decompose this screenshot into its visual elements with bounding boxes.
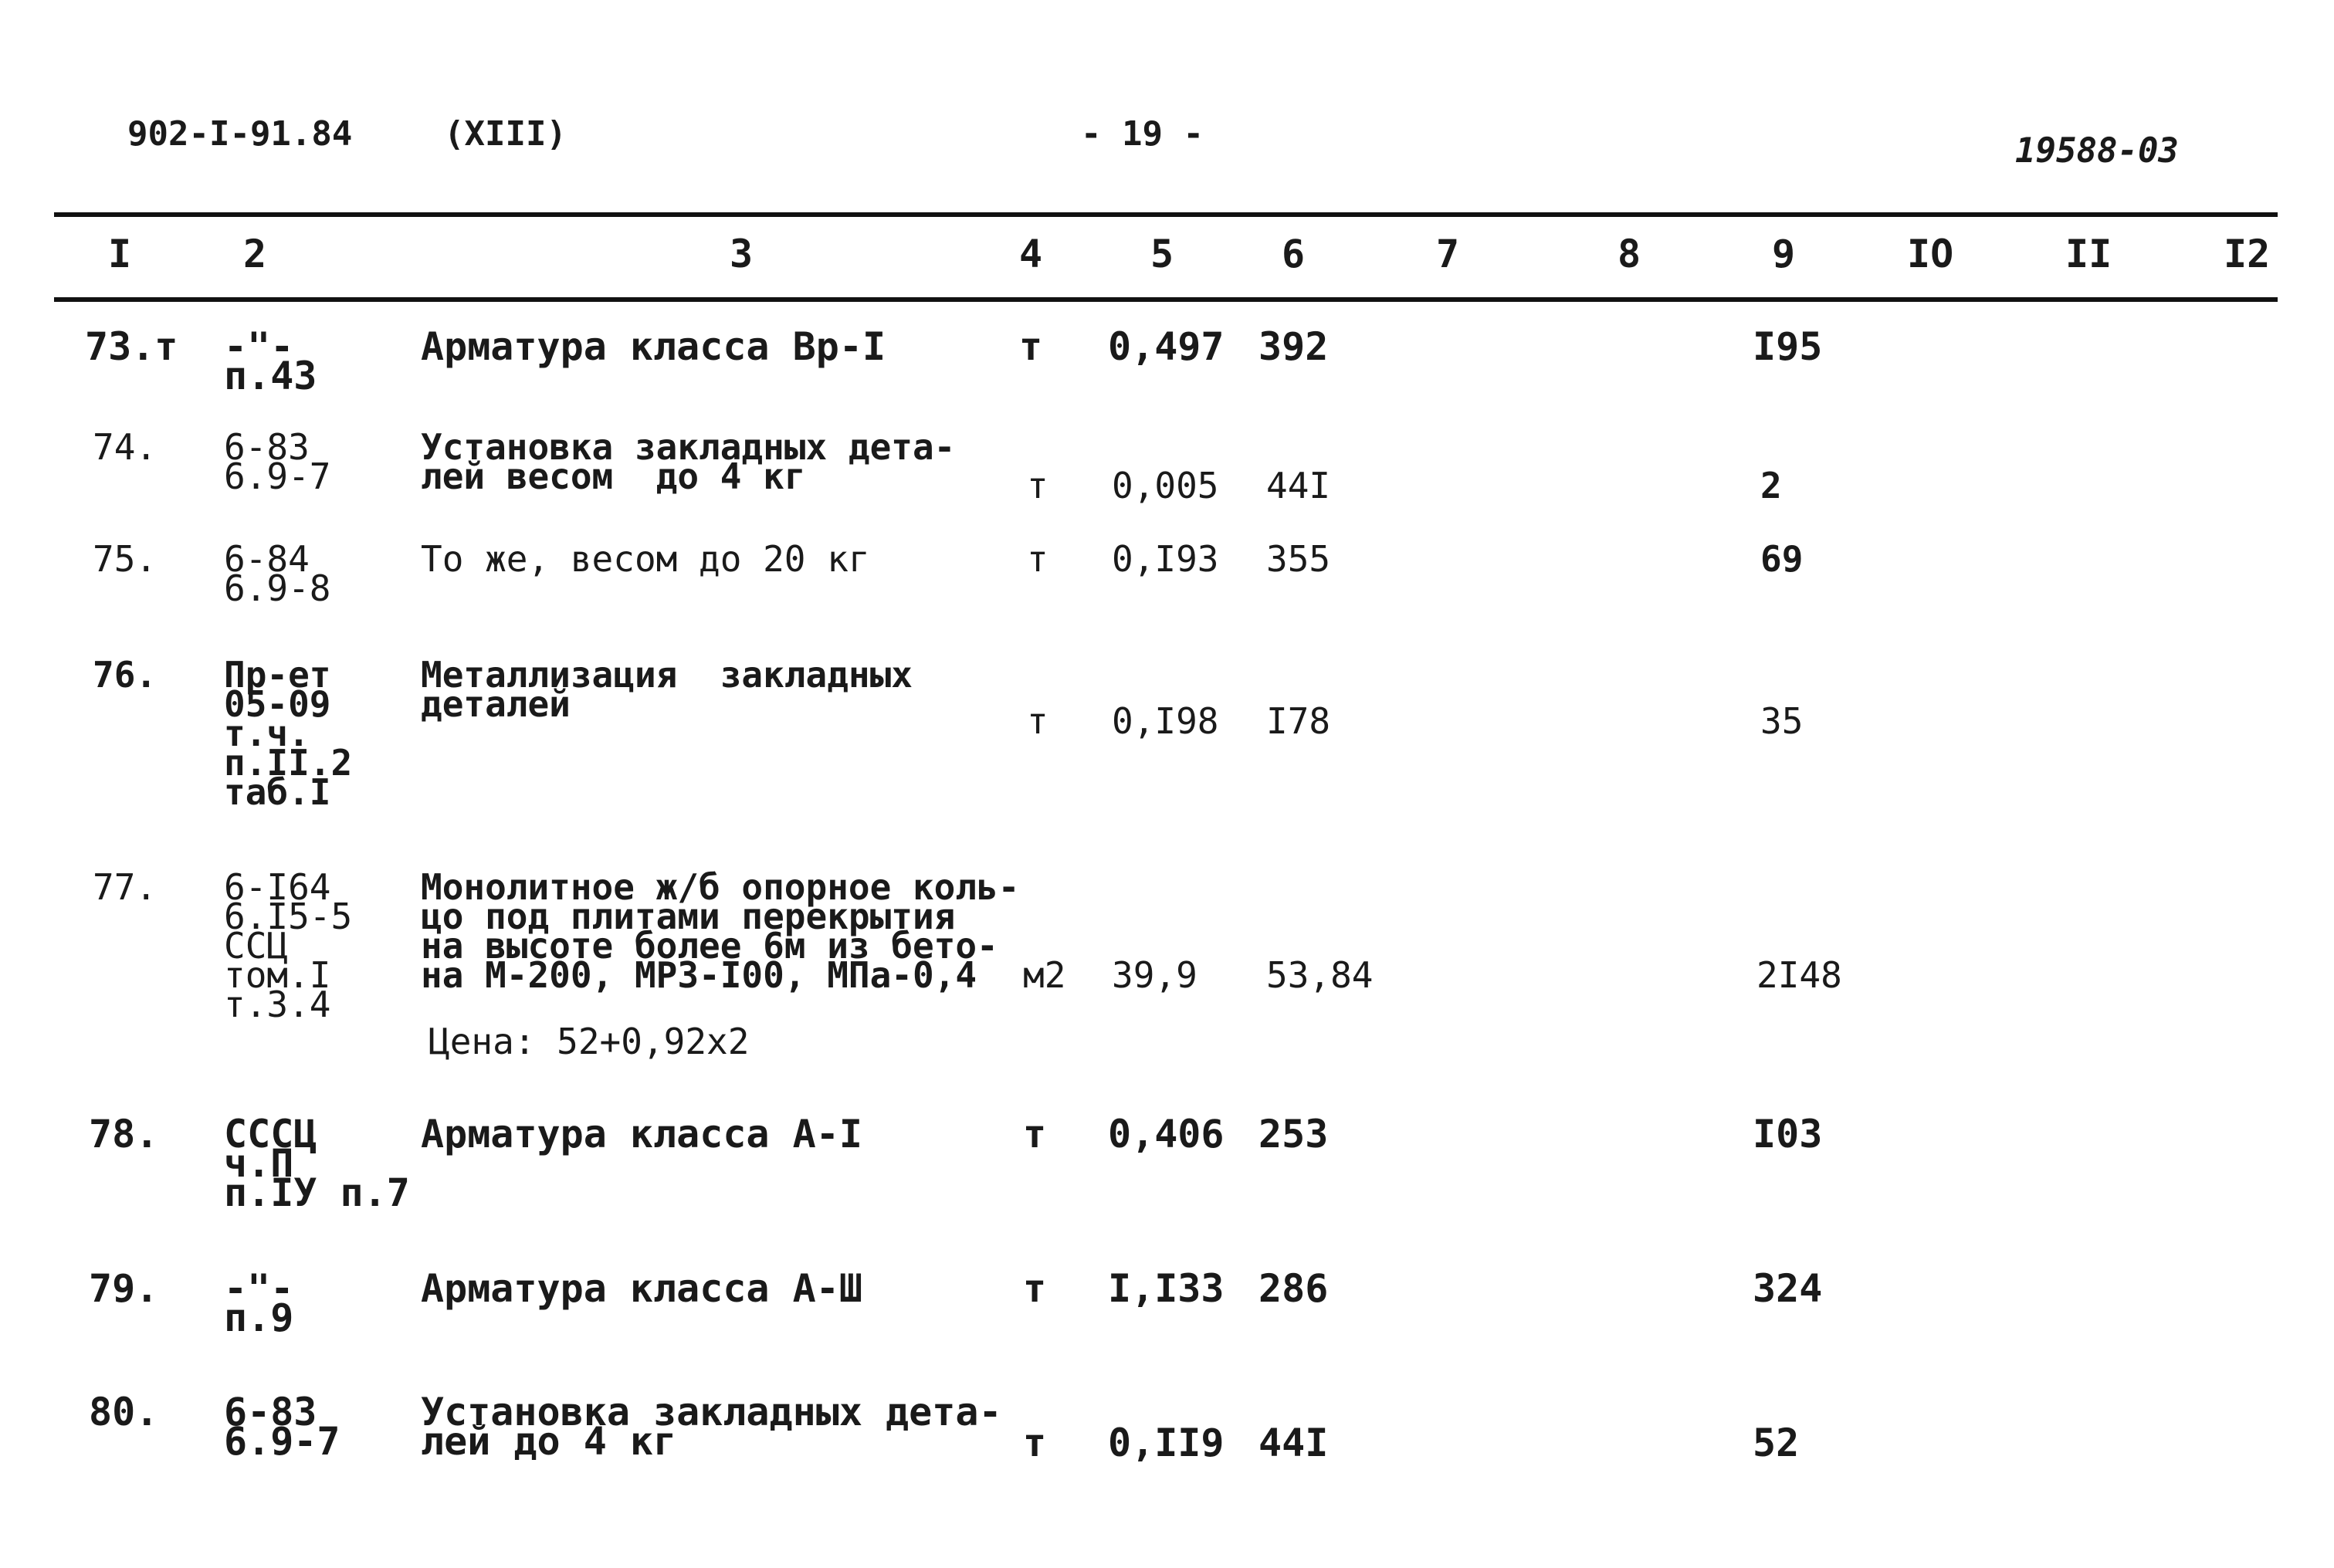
row-number: 76.	[93, 654, 158, 696]
row-unit-price: I78	[1266, 700, 1331, 742]
row-description: Монолитное ж/б опорное коль- цо под плитами перекрытия на высоте более 6м из бето- на М-200, МРЗ-I00, МПа-0,4	[421, 866, 1020, 996]
row-quantity: 0,497	[1108, 324, 1225, 369]
row-total: 52	[1753, 1421, 1800, 1465]
row-total: 69	[1760, 538, 1804, 580]
row-total: I03	[1753, 1112, 1823, 1157]
page-number: - 19 -	[1081, 114, 1204, 154]
row-quantity: 0,II9	[1108, 1421, 1225, 1465]
column-number: 6	[1282, 232, 1306, 276]
row-number: 73.т	[85, 324, 178, 369]
row-total: 324	[1753, 1266, 1823, 1311]
column-number: 9	[1772, 232, 1796, 276]
column-number: 2	[243, 232, 267, 276]
row-description: Арматура класса А-Ш	[421, 1266, 862, 1311]
row-unit-price: 392	[1258, 324, 1329, 369]
column-number: I2	[2224, 232, 2271, 276]
row-description: Металлизация закладных деталей	[421, 654, 913, 725]
row-description: Арматура класса Вр-I	[421, 324, 886, 369]
row-number: 79.	[89, 1266, 159, 1311]
row-quantity: 0,I98	[1112, 700, 1219, 742]
row-unit: т	[1027, 465, 1048, 506]
column-number: IO	[1907, 232, 1954, 276]
row-number: 80.	[89, 1390, 159, 1434]
column-number: I	[108, 232, 132, 276]
column-number: 5	[1150, 232, 1174, 276]
row-total: I95	[1753, 324, 1823, 369]
column-number: 8	[1618, 232, 1641, 276]
row-reference: 6-84 6.9-8	[224, 538, 331, 609]
row-reference: Пр-ет 05-09 т.ч. п.II.2 таб.I	[224, 654, 353, 813]
row-unit: т	[1023, 1421, 1047, 1465]
row-number: 78.	[89, 1112, 159, 1157]
row-unit-price: 44I	[1258, 1421, 1329, 1465]
row-quantity: 0,I93	[1112, 538, 1219, 580]
row-unit: т	[1023, 1266, 1047, 1311]
row-unit: т	[1019, 324, 1043, 369]
document-code: 902-I-91.84	[127, 114, 353, 154]
section-label: (XIII)	[444, 114, 567, 154]
row-unit-price: 253	[1258, 1112, 1329, 1157]
row-unit: т	[1027, 700, 1048, 742]
row-unit-price: 355	[1266, 538, 1331, 580]
row-reference: -"- п.9	[224, 1266, 294, 1340]
row-unit: т	[1023, 1112, 1047, 1157]
row-description: То же, весом до 20 кг	[421, 538, 870, 580]
row-quantity: 0,406	[1108, 1112, 1225, 1157]
row-total: 2I48	[1756, 954, 1842, 996]
row-price-note: Цена: 52+0,92х2	[429, 1021, 750, 1062]
row-unit: т	[1027, 538, 1048, 580]
row-unit: м2	[1023, 954, 1066, 996]
row-unit-price: 44I	[1266, 465, 1331, 506]
row-number: 75.	[93, 538, 158, 580]
row-reference: 6-83 6.9-7	[224, 1390, 340, 1464]
row-quantity: 0,005	[1112, 465, 1219, 506]
column-number: 3	[730, 232, 754, 276]
row-reference: СССЦ ч.П п.IУ п.7	[224, 1112, 410, 1215]
table-top-rule	[54, 212, 2278, 217]
row-quantity: 39,9	[1112, 954, 1197, 996]
row-total: 2	[1760, 465, 1782, 506]
row-description: Установка закладных дета- лей до 4 кг	[421, 1390, 1002, 1464]
row-reference: 6-I64 6.I5-5 ССЦ том.I т.3.4	[224, 866, 353, 1025]
table-header-rule	[54, 297, 2278, 302]
row-quantity: I,I33	[1108, 1266, 1225, 1311]
row-number: 74.	[93, 426, 158, 468]
row-unit-price: 53,84	[1266, 954, 1374, 996]
row-unit-price: 286	[1258, 1266, 1329, 1311]
row-reference: 6-83 6.9-7	[224, 426, 331, 497]
row-number: 77.	[93, 866, 158, 908]
row-description: Установка закладных дета- лей весом до 4 кг	[421, 426, 956, 497]
column-number: 7	[1436, 232, 1460, 276]
row-total: 35	[1760, 700, 1804, 742]
sheet-code: 19588-03	[2015, 131, 2179, 171]
column-number: 4	[1019, 232, 1043, 276]
row-description: Арматура класса А-I	[421, 1112, 862, 1157]
column-number: II	[2065, 232, 2112, 276]
row-reference: -"- п.43	[224, 324, 317, 398]
